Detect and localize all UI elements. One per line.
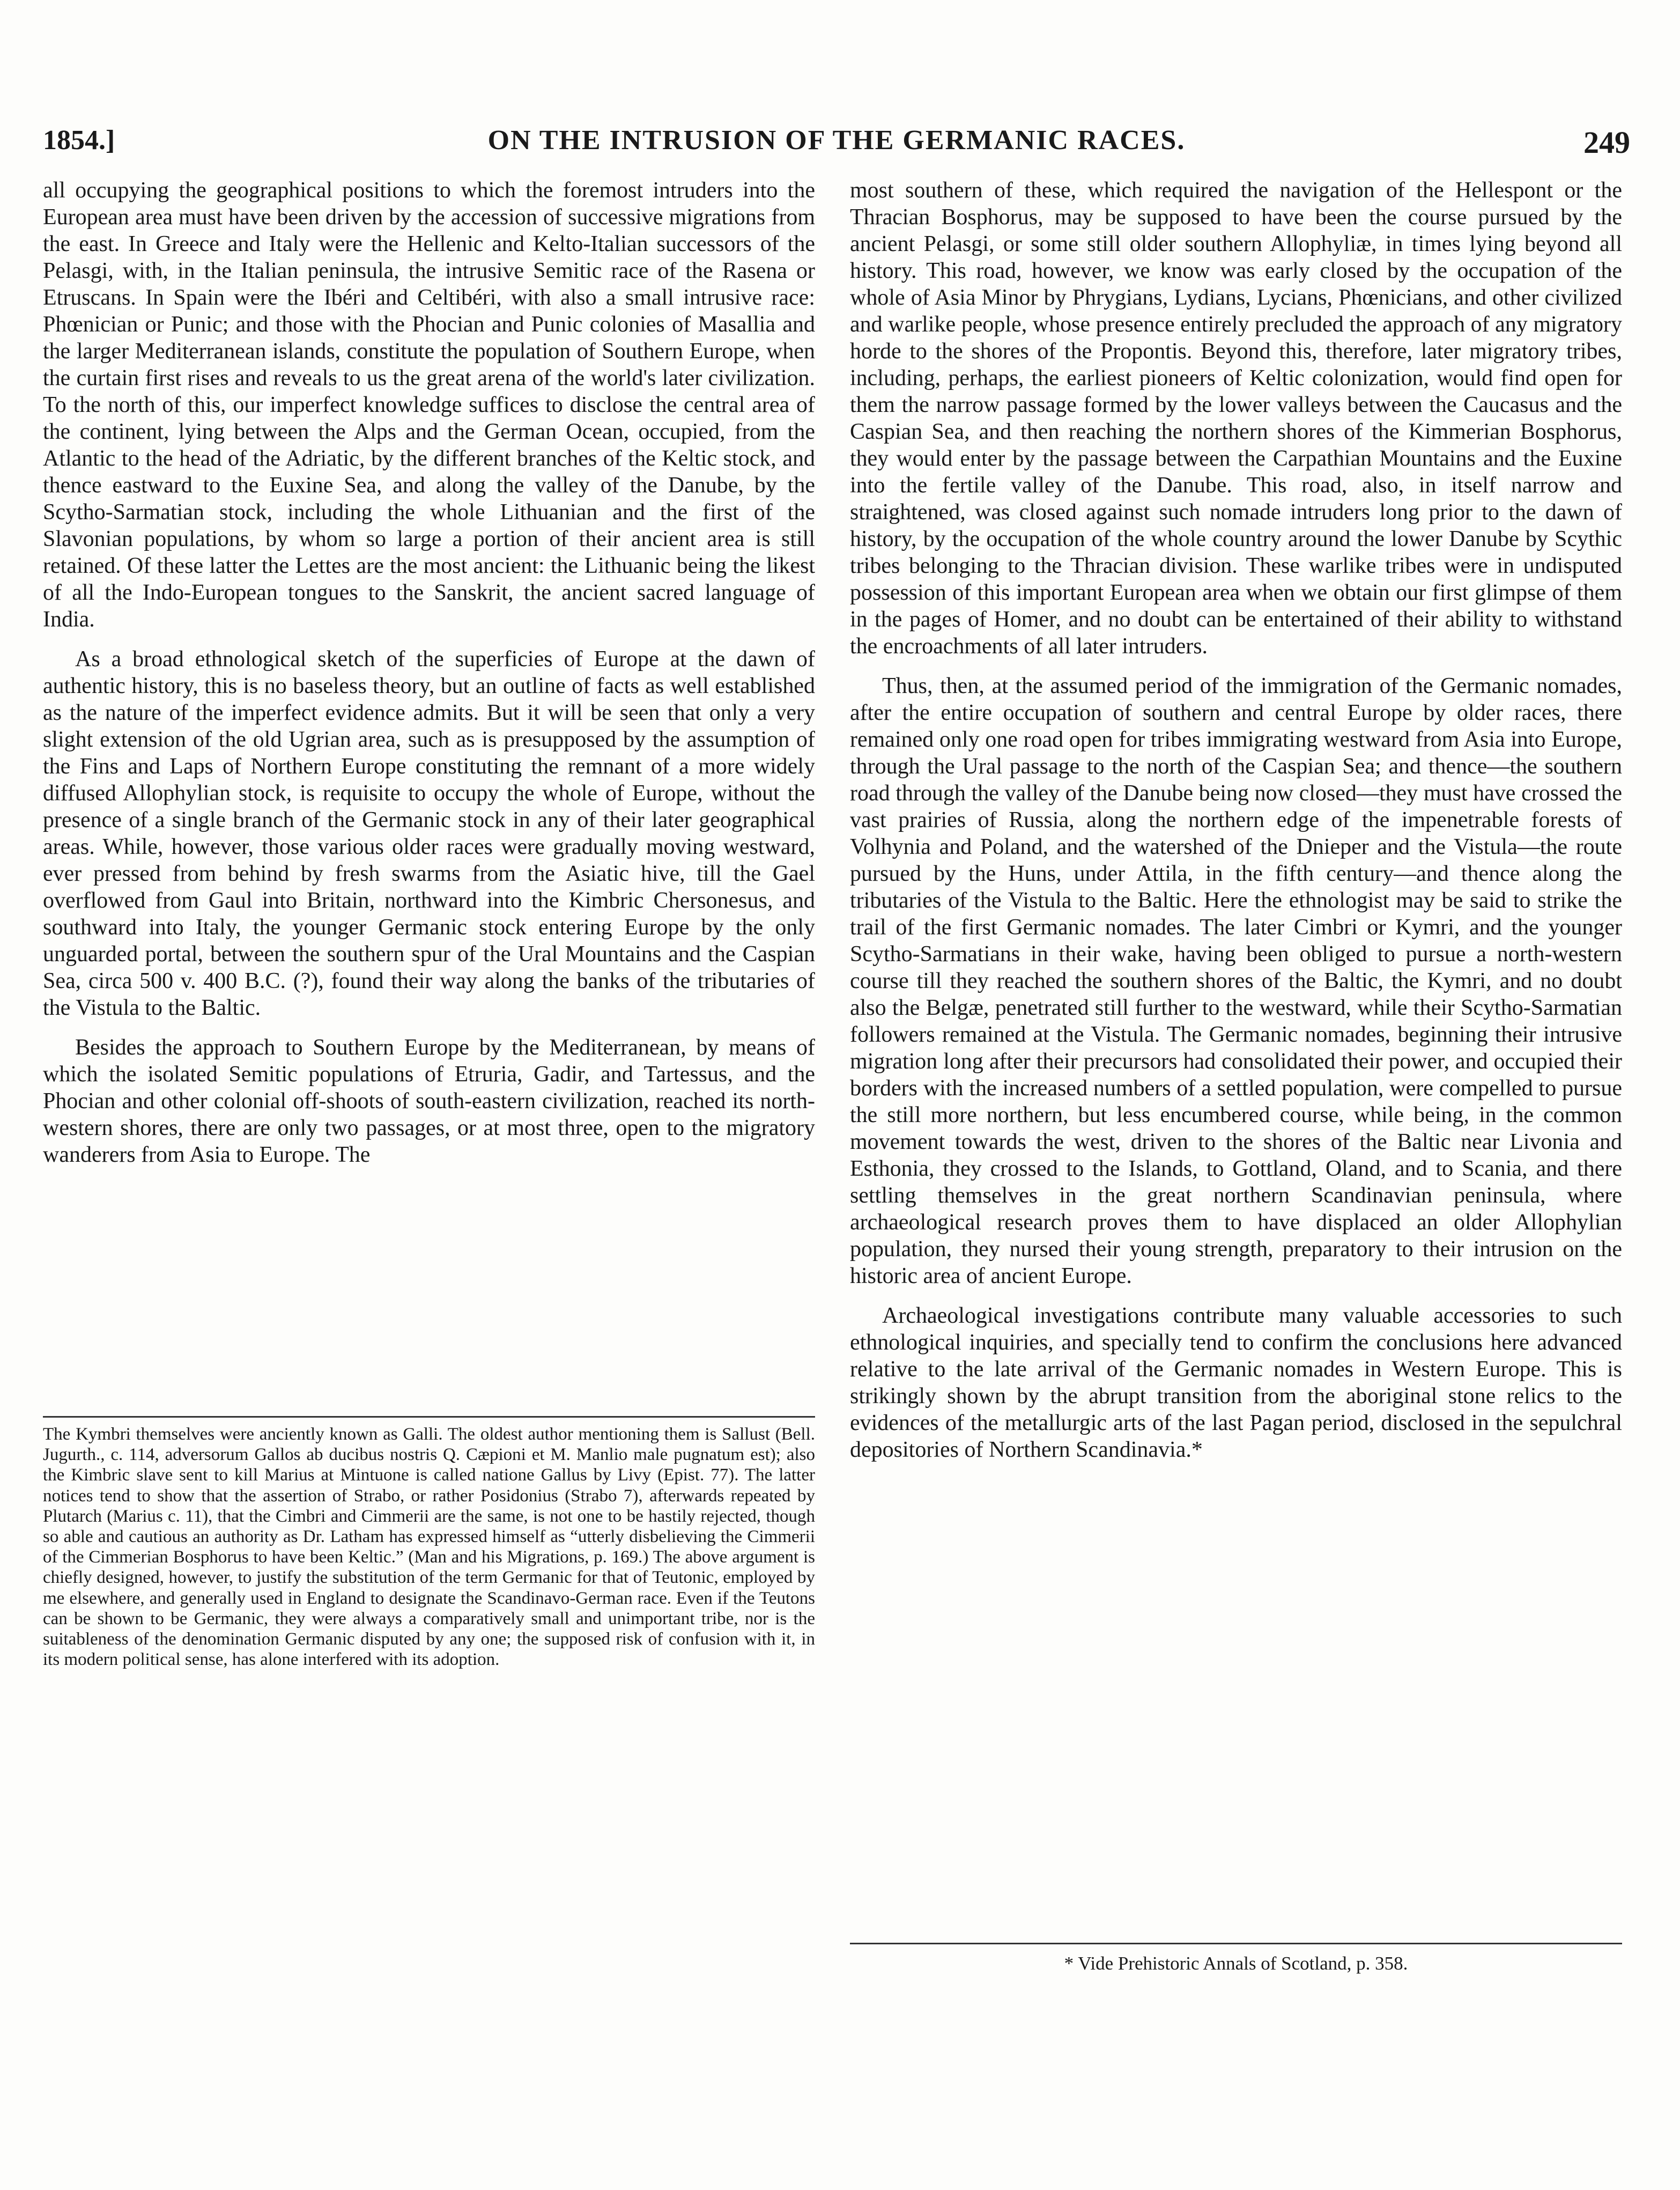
- right-paragraph-3: Archaeological investigations contribute many valuable accessories to such ethnological inquiries, and specially tend to confirm the conclusions here advanced relative to the late arrival of the Germanic nomades in Western Europe. This is strikingly shown by the abrupt transition from the aboriginal stone relics to the evidences of the metallurgic arts of the last Pagan period, disclosed in the sepulchral depositories of Northern Scandinavia.*: [850, 1303, 1622, 1462]
- footnote-left: [43, 1424, 815, 1670]
- footnote-right: [850, 1952, 1622, 1975]
- footnote-rule-left: [43, 1416, 815, 1418]
- left-paragraph-1: all occupying the geographical positions to which the foremost intruders into the European area must have been driven by the accession of successive migrations from the east. In Greece and Italy were the Hellenic and Kelto-Italian successors of the Pelasgi, with, in the Italian peninsula, the intrusive Semitic race of the Rasena or Etruscans. In Spain were the Ibéri and Celtibéri, with also a small intrusive race: Phœnician or Punic; and those with the Phocian and Punic colonies of Masallia and the larger Mediterranean islands, constitute the population of Southern Europe, when the curtain first rises and reveals to us the great arena of the world's later civilization. To the north of this, our imperfect knowledge suffices to disclose the central area of the continent, lying between the Alps and the German Ocean, occupied, from the Atlantic to the head of the Adriatic, by the different branches of the Keltic stock, and thence eastward to the Euxine Sea, and along the valley of the Danube, by the Scytho-Sarmatian stock, including the whole Lithuanian and the first of the Slavonian populations, by whom so large a portion of their ancient area is still retained. Of these latter the Lettes are the most ancient: the Lithuanic being the likest of all the Indo-European tongues to the Sanskrit, the ancient sacred language of India.: [43, 178, 815, 632]
- left-paragraph-2: As a broad ethnological sketch of the superficies of Europe at the dawn of authentic history, this is no baseless theory, but an outline of facts as well established as the nature of the imperfect evidence admits. But it will be seen that only a very slight extension of the old Ugrian area, such as is presupposed by the assumption of the Fins and Laps of Northern Europe constituting the remnant of a more widely diffused Allophylian stock, is requisite to occupy the whole of Europe, without the presence of a single branch of the Germanic stock in any of their later geographical areas. While, however, those various older races were gradually moving westward, ever pressed from behind by fresh swarms from the Asiatic hive, till the Gael overflowed from Gaul into Britain, northward into the Kimbric Chersonesus, and southward into Italy, the younger Germanic stock entering Europe by the only unguarded portal, between the southern spur of the Ural Mountains and the Caspian Sea, circa 500 v. 400 B.C. (?), found their way along the banks of the tributaries of the Vistula to the Baltic.: [43, 647, 815, 1020]
- left-paragraph-3: Besides the approach to Southern Europe by the Mediterranean, by means of which the isolated Semitic populations of Etruria, Gadir, and Tartessus, and the Phocian and other colonial off-shoots of south-eastern civilization, reached its north-western shores, there are only two passages, or at most three, open to the migratory wanderers from Asia to Europe. The: [43, 1035, 815, 1167]
- right-paragraph-2: Thus, then, at the assumed period of the immigration of the Germanic nomades, after the entire occupation of southern and central Europe by older races, there remained only one road open for tribes immigrating westward from Asia into Europe, through the Ural passage to the north of the Caspian Sea; and thence—the southern road through the valley of the Danube being now closed—they must have crossed the vast prairies of Russia, along the northern edge of the impenetrable forests of Volhynia and Poland, and the watershed of the Dnieper and the Vistula—the route pursued by the Huns, under Attila, in the fifth century—and thence along the tributaries of the Vistula to the Baltic. Here the ethnologist may be said to strike the trail of the first Germanic nomades. The later Cimbri or Kymri, and the younger Scytho-Sarmatians in their wake, having been obliged to pursue a north-western course till they reached the southern shores of the Baltic, the Kymri, and no doubt also the Belgæ, penetrated still further to the westward, while their Scytho-Sarmatian followers remained at the Vistula. The Germanic nomades, beginning their intrusive migration long after their precursors had consolidated their power, and occupied their borders with the increased numbers of a settled population, were compelled to pursue the still more northern, but less encumbered course, while being, in the common movement towards the west, driven to the shores of the Baltic near Livonia and Esthonia, they crossed to the Islands, to Gottland, Oland, and to Scania, and there settling themselves in the great northern Scandinavian peninsula, where archaeological research proves them to have displaced an older Allophylian population, they nursed their young strength, preparatory to their intrusion on the historic area of ancient Europe.: [850, 674, 1622, 1288]
- footnote-rule-right: [850, 1943, 1622, 1944]
- footnote-right-text: * Vide Prehistoric Annals of Scotland, p. 358.: [1064, 1953, 1408, 1974]
- running-header: [43, 124, 1630, 167]
- left-column: [43, 177, 815, 1181]
- footnote-left-text: The Kymbri themselves were anciently known as Galli. The oldest author mentioning them is Sallust (Bell. Jugurth., c. 114, adversorum Gallos ab ducibus nostris Q. Cæpioni et M. Manlio male pugnatum est); also the Kimbric slave sent to kill Marius at Mintuone is called natione Gallus by Livy (Epist. 77). The latter notices tend to show that the assertion of Strabo, or rather Posidonius (Strabo 7), afterwards repeated by Plutarch (Marius c. 11), that the Cimbri and Cimmerii are the same, is not one to be hastily rejected, though so able and cautious an authority as Dr. Latham has expressed himself as “utterly disbelieving the Cimmerii of the Cimmerian Bosphorus to have been Keltic.” (Man and his Migrations, p. 169.) The above argument is chiefly designed, however, to justify the substitution of the term Germanic for that of Teutonic, employed by me elsewhere, and generally used in England to designate the Scandinavo-German race. Even if the Teutons can be shown to be Germanic, they were always a comparatively small and unimportant tribe, nor is the suitableness of the denomination Germanic disputed by any one; the supposed risk of confusion with it, in its modern political sense, has alone interfered with its adoption.: [43, 1425, 815, 1670]
- page-number: 249: [1583, 125, 1630, 160]
- header-year: 1854.]: [43, 125, 115, 156]
- right-column: [850, 177, 1622, 1476]
- right-paragraph-1: most southern of these, which required the navigation of the Hellespont or the Thracian Bosphorus, may be supposed to have been the course pursued by the ancient Pelasgi, or some still older southern Allophyliæ, in times lying beyond all history. This road, however, we know was early closed by the occupation of the whole of Asia Minor by Phrygians, Lydians, Lycians, Phœnicians, and other civilized and warlike people, whose presence entirely precluded the approach of any migratory horde to the shores of the Propontis. Beyond this, therefore, later migratory tribes, including, perhaps, the earliest pioneers of Keltic colonization, would find open for them the narrow passage formed by the lower valleys between the Caucasus and the Caspian Sea, and then reaching the northern shores of the Kimmerian Bosphorus, they would enter by the passage between the Carpathian Mountains and the Euxine into the fertile valley of the Danube. This road, also, in itself narrow and straightened, was closed against such nomade intruders long prior to the dawn of history, by the occupation of the whole country around the lower Danube by Scythic tribes belonging to the Thracian division. These warlike tribes were in undisputed possession of this important European area when we obtain our first glimpse of them in the pages of Homer, and no doubt can be entertained of their ability to withstand the encroachments of all later intruders.: [850, 178, 1622, 659]
- header-title: ON THE INTRUSION OF THE GERMANIC RACES.: [487, 125, 1186, 156]
